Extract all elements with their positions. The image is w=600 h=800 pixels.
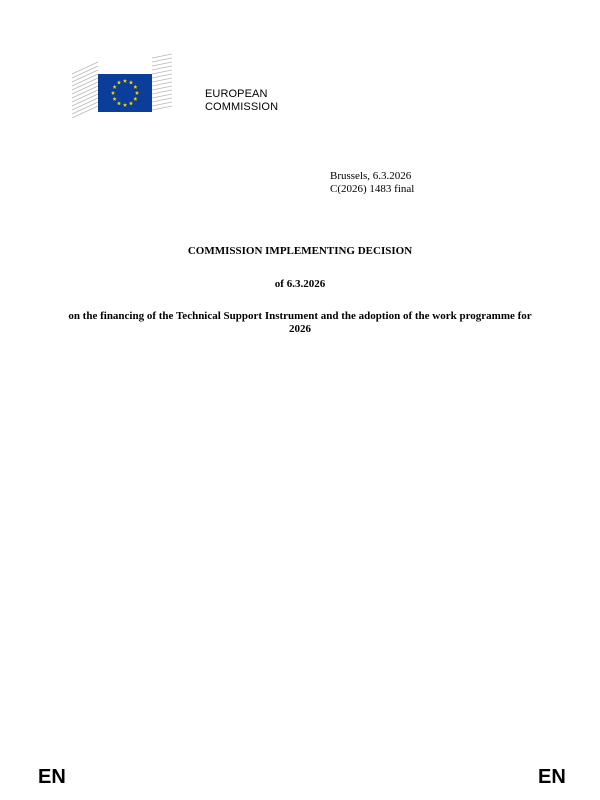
- building-stripe: [152, 54, 172, 58]
- org-line-1: EUROPEAN: [205, 88, 268, 100]
- building-stripe: [152, 106, 172, 110]
- european-commission-logo-icon: [70, 52, 210, 118]
- building-stripe: [152, 66, 172, 70]
- building-stripe: [152, 70, 172, 74]
- building-stripe: [152, 58, 172, 62]
- building-stripe: [152, 78, 172, 82]
- building-stripe: [152, 62, 172, 66]
- language-code-right: EN: [538, 766, 566, 788]
- building-stripe: [152, 102, 172, 106]
- document-date-line: of 6.3.2026: [274, 278, 326, 290]
- building-stripe: [152, 94, 172, 98]
- document-title: COMMISSION IMPLEMENTING DECISION: [187, 245, 413, 257]
- document-subject: on the financing of the Technical Support Instrument and the adoption of the work programme for 2026: [68, 310, 532, 335]
- org-line-2: COMMISSION: [205, 101, 279, 113]
- place-date: Brussels, 6.3.2026: [330, 170, 412, 182]
- building-stripe: [152, 90, 172, 94]
- document-reference: [330, 170, 414, 196]
- building-stripe: [152, 74, 172, 78]
- organization-name: [205, 88, 278, 114]
- language-code-left: EN: [38, 766, 66, 788]
- document-number: C(2026) 1483 final: [330, 183, 415, 195]
- building-stripe: [152, 86, 172, 90]
- building-stripe: [152, 98, 172, 102]
- building-stripe: [152, 82, 172, 86]
